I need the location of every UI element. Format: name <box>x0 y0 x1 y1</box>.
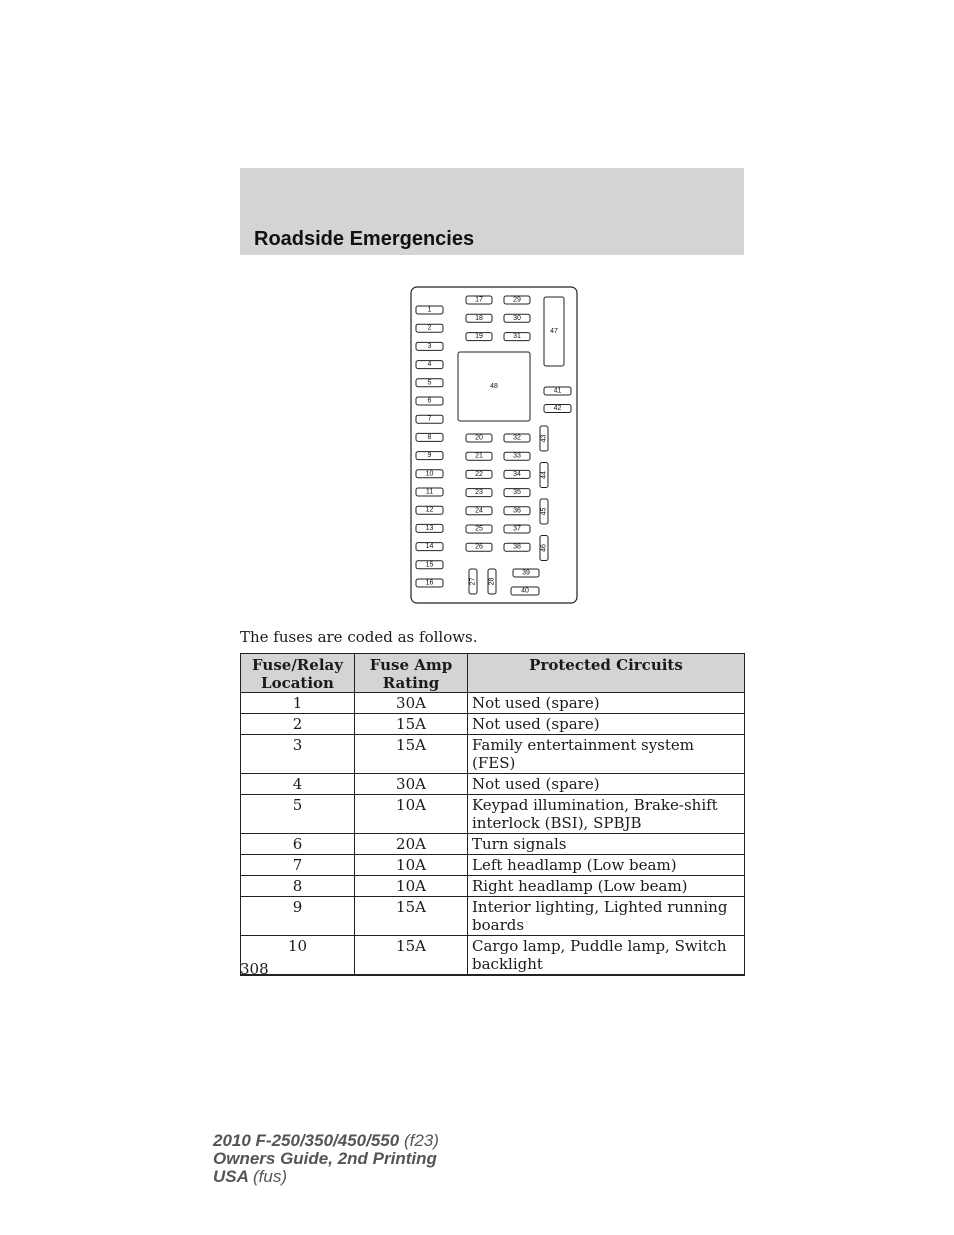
table-row <box>241 936 745 976</box>
relay-47 <box>544 297 564 366</box>
fuse-3-label: 3 <box>427 342 432 350</box>
fuse-27 <box>469 569 477 594</box>
fuse-7 <box>416 415 443 423</box>
cell-circuits: Not used (spare) <box>468 714 745 735</box>
fuse-17-label: 17 <box>475 296 483 304</box>
footer-model-code: (f23) <box>403 1131 439 1150</box>
fuse-21 <box>466 452 492 460</box>
fuse-29-label: 29 <box>513 296 521 304</box>
fuse-11 <box>416 488 443 496</box>
fuse-2-label: 2 <box>427 324 432 332</box>
header-rating-line1: Fuse Amp <box>369 656 453 674</box>
fuse-31 <box>504 333 530 341</box>
cell-rating: 15A <box>355 714 468 735</box>
fuse-table <box>240 653 745 976</box>
fuse-1 <box>416 306 443 314</box>
fuse-3 <box>416 342 443 350</box>
cell-circuits: Not used (spare) <box>468 774 745 795</box>
fuse-25-label: 25 <box>475 525 483 533</box>
footer-model: 2010 F-250/350/450/550 <box>213 1131 400 1150</box>
footer-line-1 <box>213 1132 439 1150</box>
section-header-band <box>240 168 744 255</box>
table-row <box>241 855 745 876</box>
fuse-15 <box>416 561 443 569</box>
fuse-26-label: 26 <box>475 543 483 551</box>
fuse-38 <box>504 543 530 551</box>
fuse-21-label: 21 <box>475 452 483 460</box>
fuse-18 <box>466 314 492 322</box>
fuse-16-label: 16 <box>425 579 434 587</box>
cell-rating: 20A <box>355 834 468 855</box>
fuse-23-label: 23 <box>475 489 483 497</box>
fuse-40-label: 40 <box>521 587 529 595</box>
page-number: 308 <box>240 960 269 978</box>
cell-location: 2 <box>241 714 355 735</box>
fuse-33 <box>504 452 530 460</box>
fuse-19-label: 19 <box>475 333 483 341</box>
fuse-6 <box>416 397 443 405</box>
cell-rating: 15A <box>355 936 468 976</box>
fuse-30-label: 30 <box>513 314 521 322</box>
section-title: Roadside Emergencies <box>254 228 475 250</box>
fuse-20-label: 20 <box>475 434 483 442</box>
fuse-5-label: 5 <box>427 379 432 387</box>
cell-rating: 30A <box>355 774 468 795</box>
table-row <box>241 714 745 735</box>
fuse-29 <box>504 296 530 304</box>
fuse-panel-diagram <box>408 285 580 607</box>
cell-circuits: Keypad illumination, Brake-shift interlock (BSI), SPBJB <box>468 795 745 834</box>
relay-48 <box>458 352 530 421</box>
cell-location: 4 <box>241 774 355 795</box>
fuse-38-label: 38 <box>513 543 521 551</box>
fuse-36 <box>504 507 530 515</box>
fuse-41-label: 41 <box>553 387 562 395</box>
fuse-39 <box>513 569 539 577</box>
fuse-34 <box>504 470 530 478</box>
fuse-10 <box>416 470 443 478</box>
fuse-22-label: 22 <box>475 470 483 478</box>
relay-47-label: 47 <box>550 328 558 335</box>
fuse-33-label: 33 <box>513 452 521 460</box>
cell-circuits: Turn signals <box>468 834 745 855</box>
fuse-32 <box>504 434 530 442</box>
fuse-17 <box>466 296 492 304</box>
cell-location: 9 <box>241 897 355 936</box>
cell-rating: 15A <box>355 735 468 774</box>
cell-circuits: Not used (spare) <box>468 693 745 714</box>
document-footer <box>213 1132 439 1186</box>
fuse-37 <box>504 525 530 533</box>
cell-location: 6 <box>241 834 355 855</box>
fuse-12 <box>416 506 443 514</box>
fuse-28-label: 28 <box>488 577 496 586</box>
fuse-41 <box>544 387 571 395</box>
fuse-14-label: 14 <box>425 543 434 551</box>
cell-location: 8 <box>241 876 355 897</box>
table-row <box>241 735 745 774</box>
fuse-44 <box>540 463 548 488</box>
cell-rating: 10A <box>355 876 468 897</box>
fuse-43 <box>540 426 548 451</box>
fuse-45-label: 45 <box>540 507 548 516</box>
fuse-34-label: 34 <box>513 470 521 478</box>
table-row <box>241 693 745 714</box>
footer-line-2: Owners Guide, 2nd Printing <box>213 1149 437 1168</box>
fuse-25 <box>466 525 492 533</box>
header-rating-line2: Rating <box>382 674 440 692</box>
fuse-45 <box>540 499 548 524</box>
column-header-location <box>241 654 355 693</box>
fuse-18-label: 18 <box>475 314 483 322</box>
cell-circuits: Family entertainment system (FES) <box>468 735 745 774</box>
fuse-24-label: 24 <box>475 507 483 515</box>
fuse-4-label: 4 <box>427 361 432 369</box>
table-header-row <box>241 654 745 693</box>
fuse-24 <box>466 507 492 515</box>
cell-location: 1 <box>241 693 355 714</box>
fuse-40 <box>511 587 539 595</box>
cell-rating: 30A <box>355 693 468 714</box>
fuse-46-label: 46 <box>540 544 548 552</box>
fuse-44-label: 44 <box>540 471 548 479</box>
table-row <box>241 897 745 936</box>
intro-text: The fuses are coded as follows. <box>240 628 478 646</box>
fuse-42-label: 42 <box>553 405 562 412</box>
fuse-10-label: 10 <box>425 470 434 478</box>
fuse-43-label: 43 <box>540 434 548 443</box>
footer-market-code: (fus) <box>253 1167 287 1186</box>
fuse-6-label: 6 <box>427 397 432 405</box>
cell-circuits: Interior lighting, Lighted running boards <box>468 897 745 936</box>
fuse-13 <box>416 524 443 532</box>
footer-line-3 <box>213 1168 439 1186</box>
fuse-15-label: 15 <box>425 561 434 569</box>
fuse-14 <box>416 543 443 551</box>
fuse-39-label: 39 <box>522 569 530 577</box>
cell-circuits: Right headlamp (Low beam) <box>468 876 745 897</box>
table-row <box>241 774 745 795</box>
fuse-1-label: 1 <box>427 306 432 314</box>
fuse-22 <box>466 470 492 478</box>
cell-location: 7 <box>241 855 355 876</box>
footer-market: USA <box>213 1167 249 1186</box>
fuse-35 <box>504 489 530 497</box>
cell-circuits: Left headlamp (Low beam) <box>468 855 745 876</box>
fuse-7-label: 7 <box>427 415 432 423</box>
relay-48-label: 48 <box>490 383 498 390</box>
fuse-30 <box>504 314 530 322</box>
fuse-12-label: 12 <box>425 506 434 514</box>
cell-location: 10 <box>241 936 355 976</box>
fuse-36-label: 36 <box>513 507 521 515</box>
fuse-23 <box>466 489 492 497</box>
fuse-13-label: 13 <box>425 524 434 532</box>
cell-rating: 15A <box>355 897 468 936</box>
fuse-9 <box>416 452 443 460</box>
fuse-5 <box>416 379 443 387</box>
fuse-37-label: 37 <box>513 525 521 533</box>
fuse-26 <box>466 543 492 551</box>
fuse-19 <box>466 333 492 341</box>
fuse-27-label: 27 <box>469 577 477 586</box>
header-location-line1: Fuse/Relay <box>252 656 343 674</box>
fuse-9-label: 9 <box>427 452 432 460</box>
header-location-line2: Location <box>261 674 334 692</box>
fuse-panel-svg <box>408 285 580 607</box>
table-row <box>241 795 745 834</box>
fuse-8 <box>416 433 443 441</box>
cell-circuits: Cargo lamp, Puddle lamp, Switch backlight <box>468 936 745 976</box>
column-header-rating <box>355 654 468 693</box>
cell-rating: 10A <box>355 795 468 834</box>
column-header-circuits: Protected Circuits <box>468 654 745 693</box>
fuse-35-label: 35 <box>513 489 521 497</box>
fuse-2 <box>416 324 443 332</box>
fuse-32-label: 32 <box>513 434 521 442</box>
fuse-28 <box>488 569 496 594</box>
fuse-8-label: 8 <box>427 433 432 441</box>
fuse-16 <box>416 579 443 587</box>
fuse-46 <box>540 536 548 561</box>
fuse-11-label: 11 <box>425 488 434 496</box>
table-row <box>241 876 745 897</box>
fuse-31-label: 31 <box>513 333 521 341</box>
fuse-4 <box>416 361 443 369</box>
fuse-42 <box>544 405 571 413</box>
table-row <box>241 834 745 855</box>
cell-location: 3 <box>241 735 355 774</box>
cell-rating: 10A <box>355 855 468 876</box>
fuse-20 <box>466 434 492 442</box>
cell-location: 5 <box>241 795 355 834</box>
